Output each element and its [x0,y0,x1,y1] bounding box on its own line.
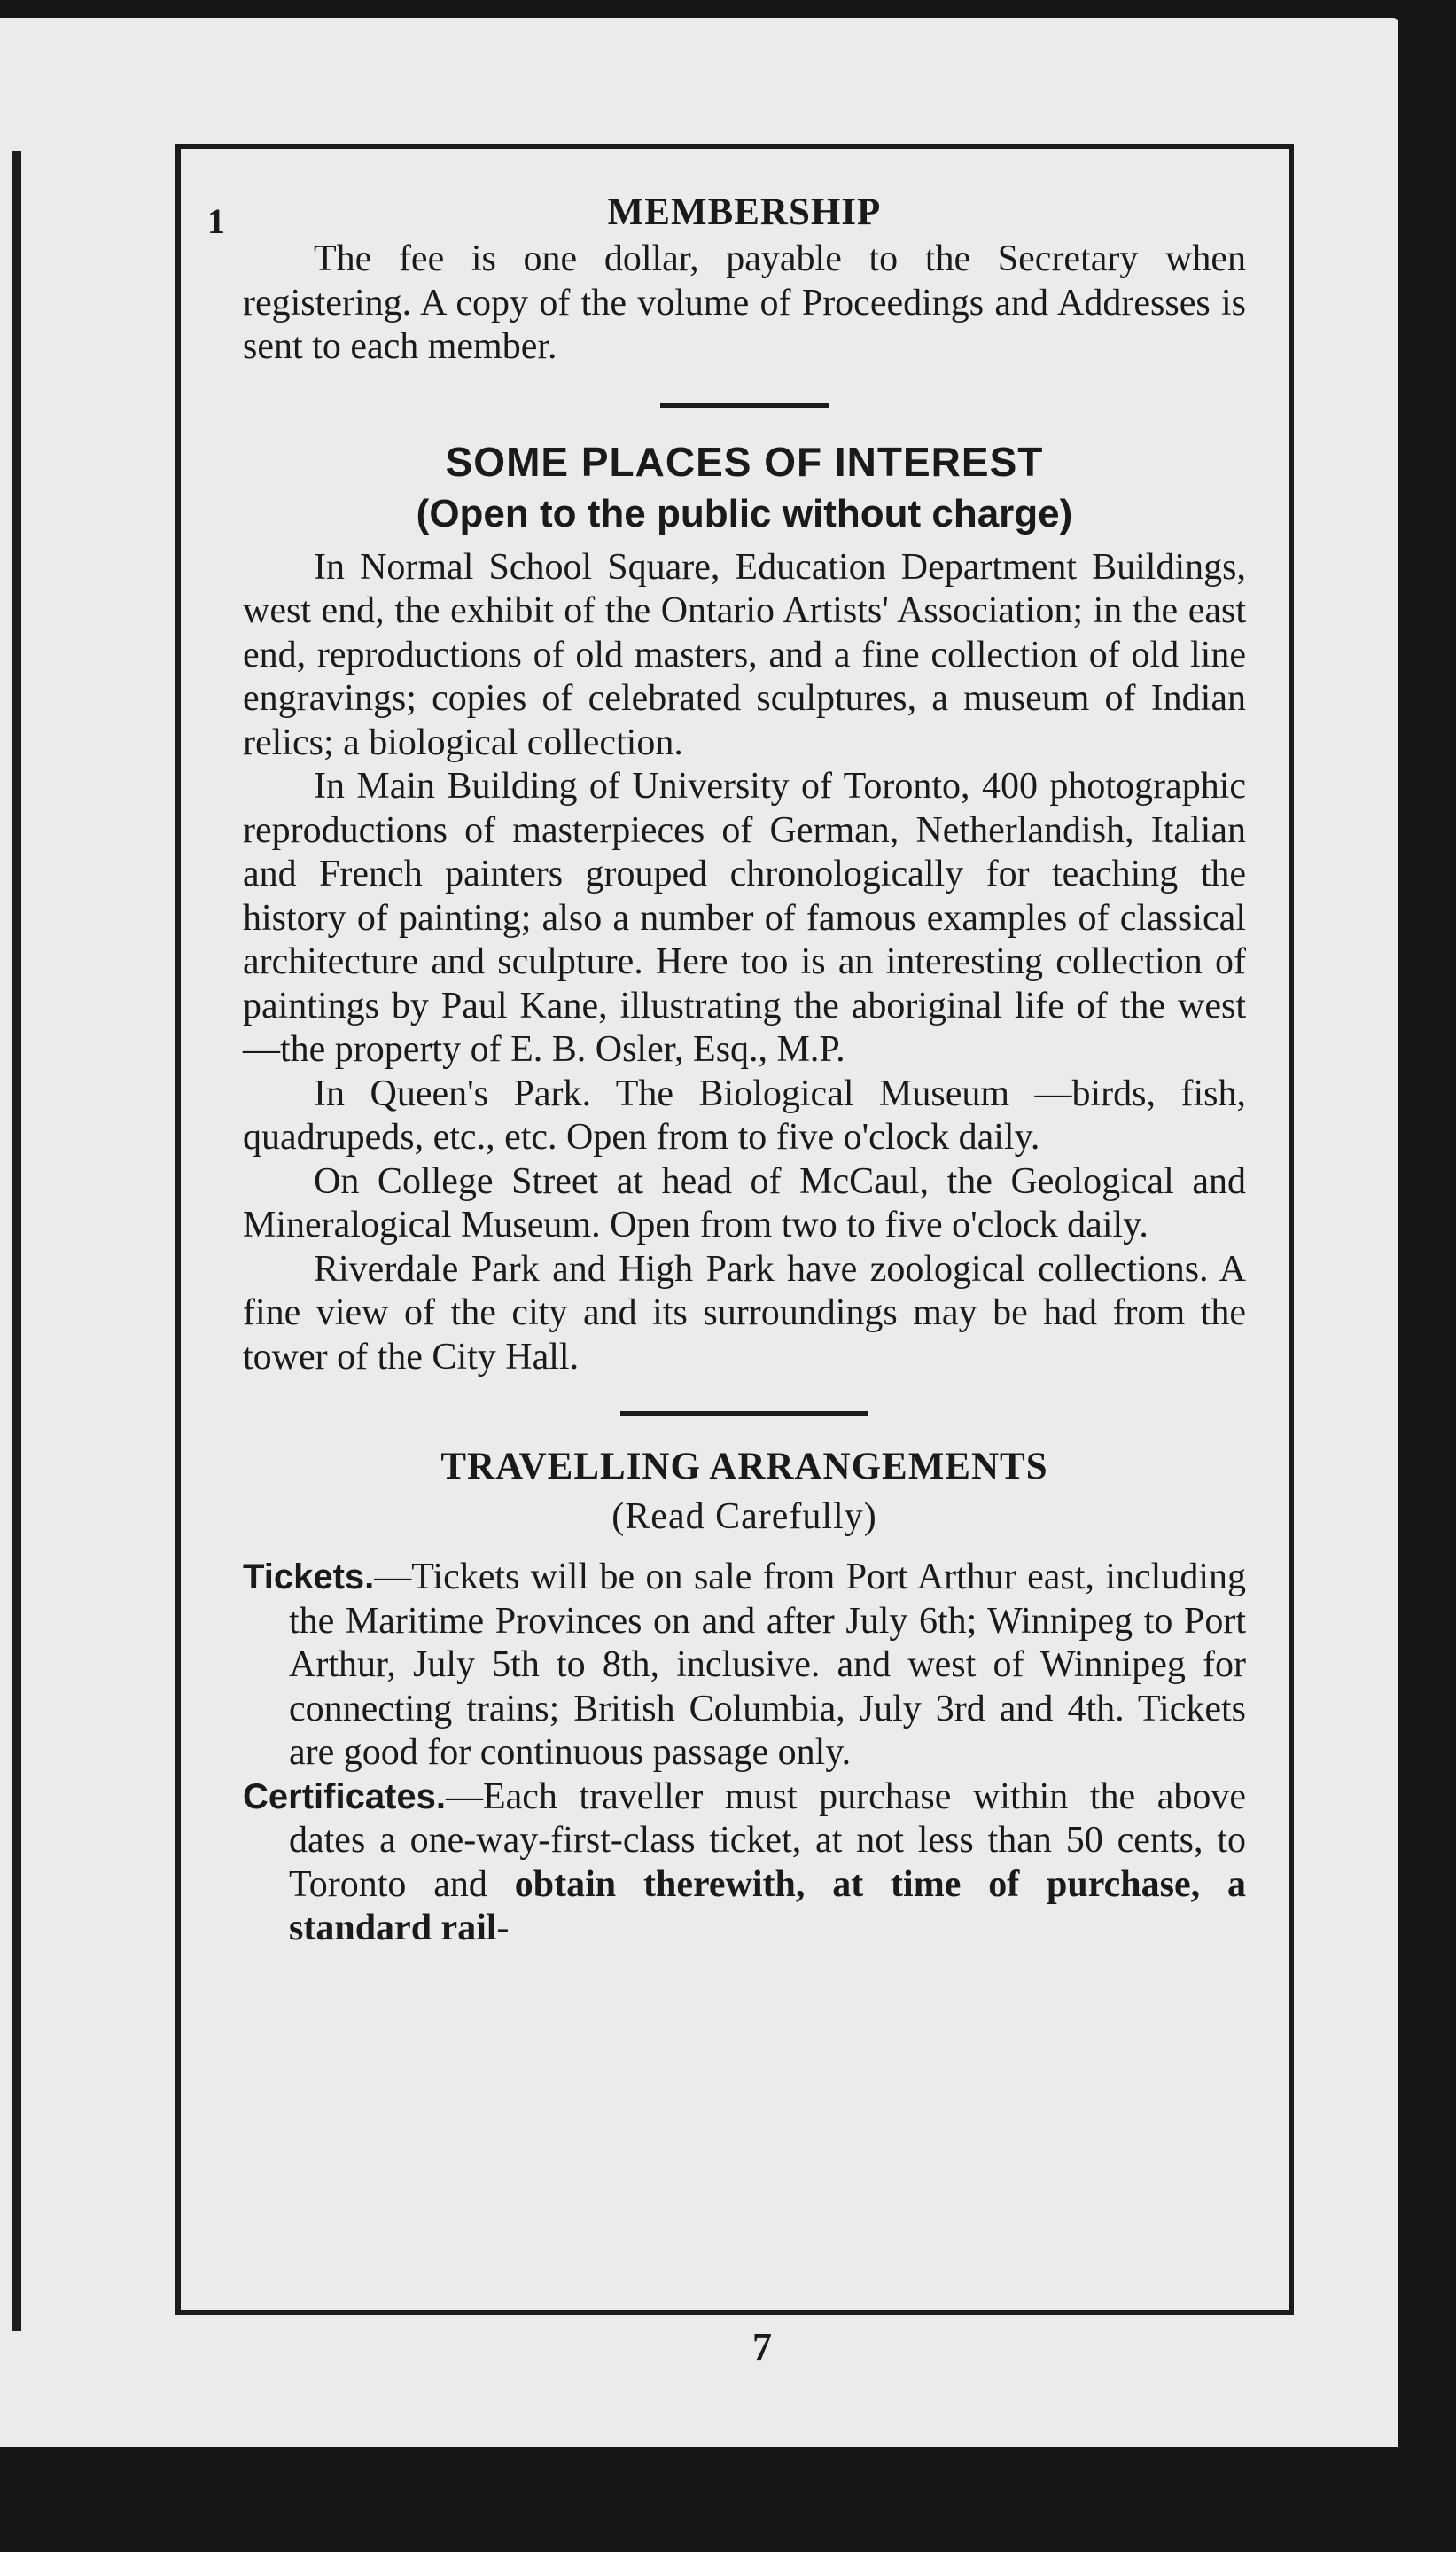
travel-subtitle: (Read Carefully) [611,1496,877,1537]
section-divider [620,1411,868,1416]
tickets-entry [243,1556,1246,1775]
places-section [243,434,1246,1380]
previous-page-edge [0,151,21,2331]
tickets-label: Tickets. [243,1557,375,1596]
text-frame [175,144,1294,2315]
places-paragraph: In Main Building of University of Toronto, 400 photographic reproductions of masterpieces of German, Netherlandish, Italian and French painters grouped chronologically for teaching the history of painting; also a number of famous examples of classical architecture and sculpture. Here too is an interesting collection of paintings by Paul Kane, illustrating the aboriginal life of the west—the property of E. B. Osler, Esq., M.P. [243,766,1246,1070]
places-subtitle: (Open to the public without charge) [416,491,1073,535]
certificates-label: Certificates. [243,1776,446,1816]
page-number: 7 [752,2325,772,2369]
places-title: SOME PLACES OF INTEREST [445,438,1044,485]
tickets-text: —Tickets will be on sale from Port Arthur east, including the Maritime Provinces on and after July 6th; Winnipeg to Port Arthur, July 5th to 8th, inclusive. and west of Winnipeg for connecting trains; British Columbia, July 3rd and 4th. Tickets are good for continuous passage only. [289,1557,1246,1773]
membership-body: The fee is one dollar, payable to the Secretary when registering. A copy of the volume of Proceedings and Addresses is sent to each member. [243,238,1246,367]
travel-section [243,1442,1246,1951]
section-divider [660,403,829,408]
travel-title: TRAVELLING ARRANGEMENTS [440,1446,1048,1487]
corner-mark: 1 [207,201,225,241]
membership-section [243,188,1246,370]
places-paragraph: Riverdale Park and High Park have zoological collections. A fine view of the city and its surroundings may be had from the tower of the City Hall. [243,1248,1246,1377]
membership-title: MEMBERSHIP [607,191,882,233]
places-paragraph: In Queen's Park. The Biological Museum —birds, fish, quadrupeds, etc., etc. Open from to five o'clock daily. [243,1073,1246,1158]
places-paragraph: On College Street at head of McCaul, the Geological and Mineralogical Museum. Open from two to five o'clock daily. [243,1160,1246,1245]
scanned-page [0,18,1398,2447]
places-paragraph: In Normal School Square, Education Department Buildings, west end, the exhibit of the Ontario Artists' Association; in the east end, reproductions of old masters, and a fine collection of old line engravings; copies of celebrated sculptures, a museum of Indian relics; a biological collection. [243,546,1246,763]
certificates-text: —Each traveller must purchase within the above dates a one-way-first-class ticket, at not less than 50 cents, to Toronto and [289,1775,1246,1905]
certificates-entry [243,1775,1246,1951]
certificates-bold-text: obtain therewith, at time of purchase, a standard rail- [289,1863,1246,1948]
